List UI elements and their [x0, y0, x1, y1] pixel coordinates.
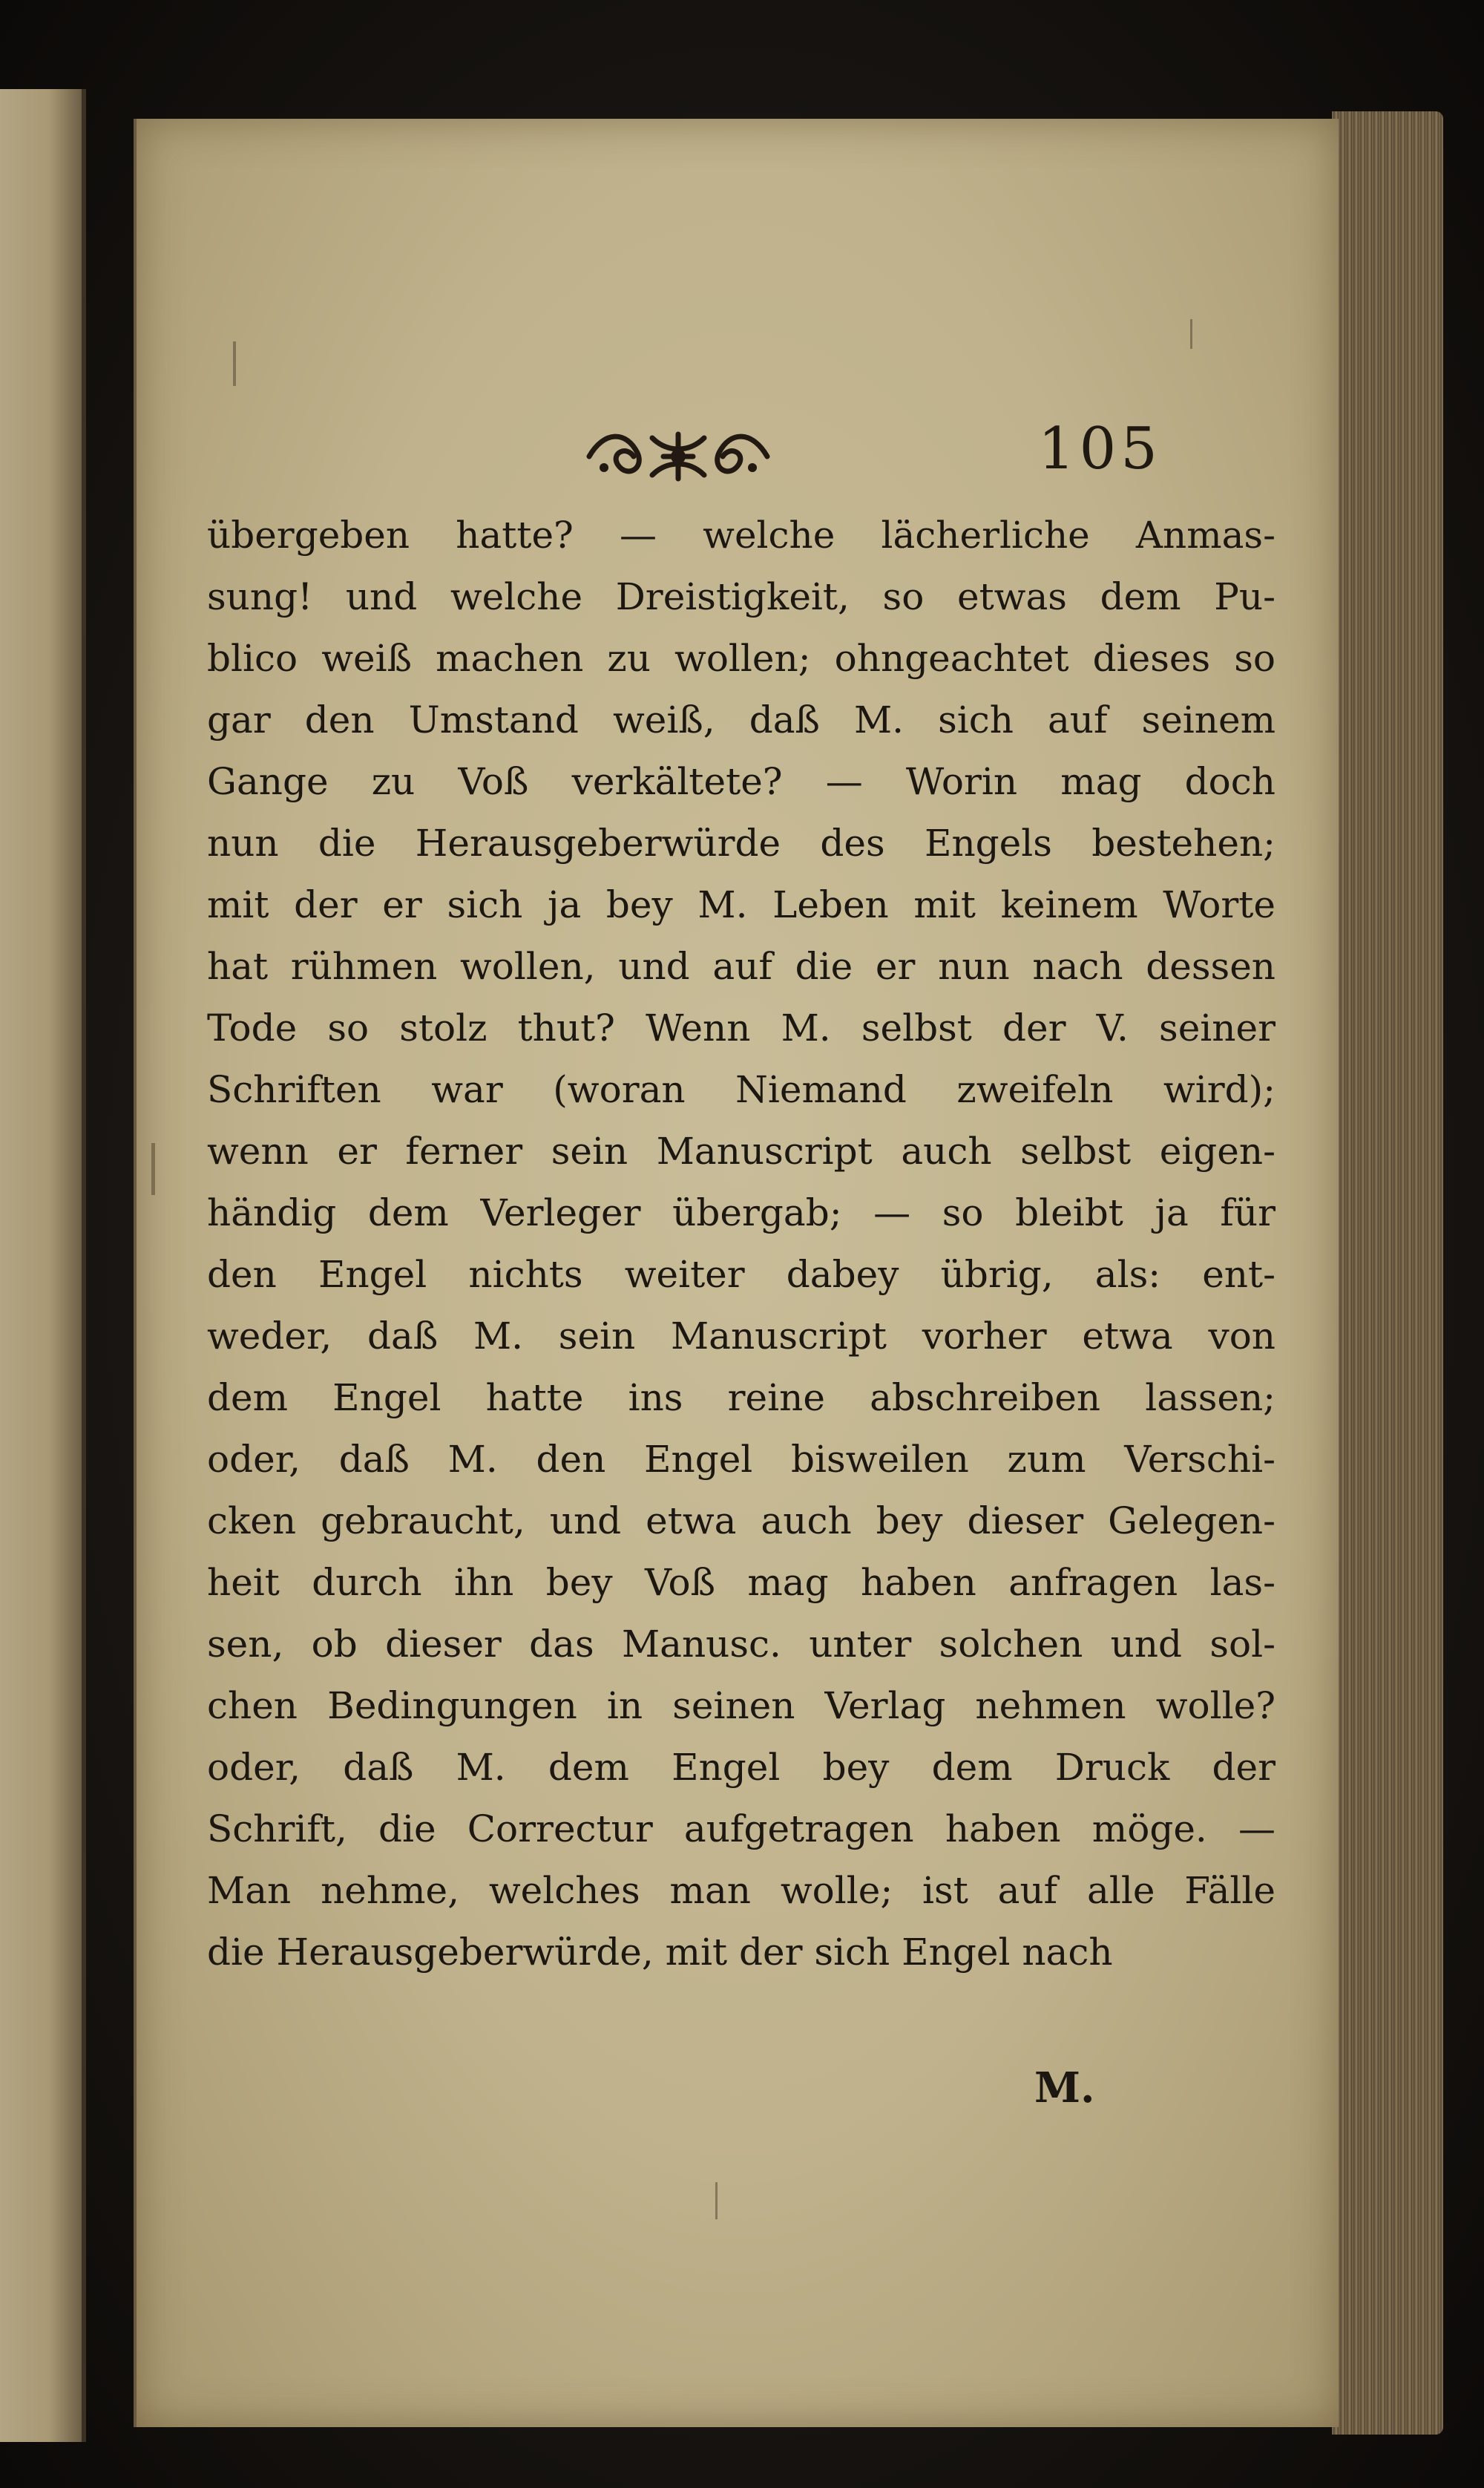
- text-line: wenn er ferner sein Manuscript auch selbst eigen-: [207, 1130, 1275, 1173]
- book-page: [134, 119, 1339, 2427]
- paper-speck: [151, 1143, 155, 1195]
- text-line: Schriften war (woran Niemand zweifeln wird);: [207, 1068, 1275, 1111]
- page-header: [137, 416, 1339, 505]
- text-line: dem Engel hatte ins reine abschreiben lassen;: [207, 1376, 1275, 1419]
- page-number: 105: [1038, 416, 1162, 482]
- text-line: Man nehme, welches man wolle; ist auf alle Fälle: [207, 1869, 1275, 1912]
- text-line: cken gebraucht, und etwa auch bey dieser Gelegen-: [207, 1499, 1275, 1542]
- paper-speck: [1190, 319, 1192, 349]
- text-line: Gange zu Voß verkältete? — Worin mag doch: [207, 760, 1275, 803]
- text-line: hat rühmen wollen, und auf die er nun nach dessen: [207, 945, 1275, 988]
- printers-ornament-icon: [582, 423, 775, 490]
- paper-speck: [715, 2182, 718, 2219]
- text-line: weder, daß M. sein Manuscript vorher etwa von: [207, 1315, 1275, 1358]
- paper-speck: [233, 341, 236, 386]
- body-text: [207, 505, 1275, 1983]
- text-line: Schrift, die Correctur aufgetragen haben möge. —: [207, 1807, 1275, 1850]
- text-line: Tode so stolz thut? Wenn M. selbst der V. seiner: [207, 1006, 1275, 1050]
- catchword: M.: [1034, 2063, 1095, 2112]
- text-line: mit der er sich ja bey M. Leben mit keinem Worte: [207, 883, 1275, 926]
- text-line: blico weiß machen zu wollen; ohngeachtet dieses so: [207, 637, 1275, 680]
- text-line: sen, ob dieser das Manusc. unter solchen und sol-: [207, 1623, 1275, 1666]
- text-line: händig dem Verleger übergab; — so bleibt ja für: [207, 1191, 1275, 1234]
- text-line: sung! und welche Dreistigkeit, so etwas dem Pu-: [207, 575, 1275, 618]
- text-line: oder, daß M. den Engel bisweilen zum Verschi-: [207, 1438, 1275, 1481]
- text-line: oder, daß M. dem Engel bey dem Druck der: [207, 1746, 1275, 1789]
- facing-page-edge: [0, 89, 86, 2442]
- text-line: die Herausgeberwürde, mit der sich Engel nach: [207, 1931, 1113, 1974]
- text-line: gar den Umstand weiß, daß M. sich auf seinem: [207, 698, 1275, 742]
- text-line: den Engel nichts weiter dabey übrig, als: ent-: [207, 1253, 1275, 1296]
- text-line: heit durch ihn bey Voß mag haben anfragen las-: [207, 1561, 1275, 1604]
- text-line: chen Bedingungen in seinen Verlag nehmen wolle?: [207, 1684, 1275, 1727]
- page-block-edge: [1332, 111, 1443, 2435]
- text-line: übergeben hatte? — welche lächerliche Anmas-: [207, 514, 1275, 557]
- text-line: nun die Herausgeberwürde des Engels bestehen;: [207, 822, 1275, 865]
